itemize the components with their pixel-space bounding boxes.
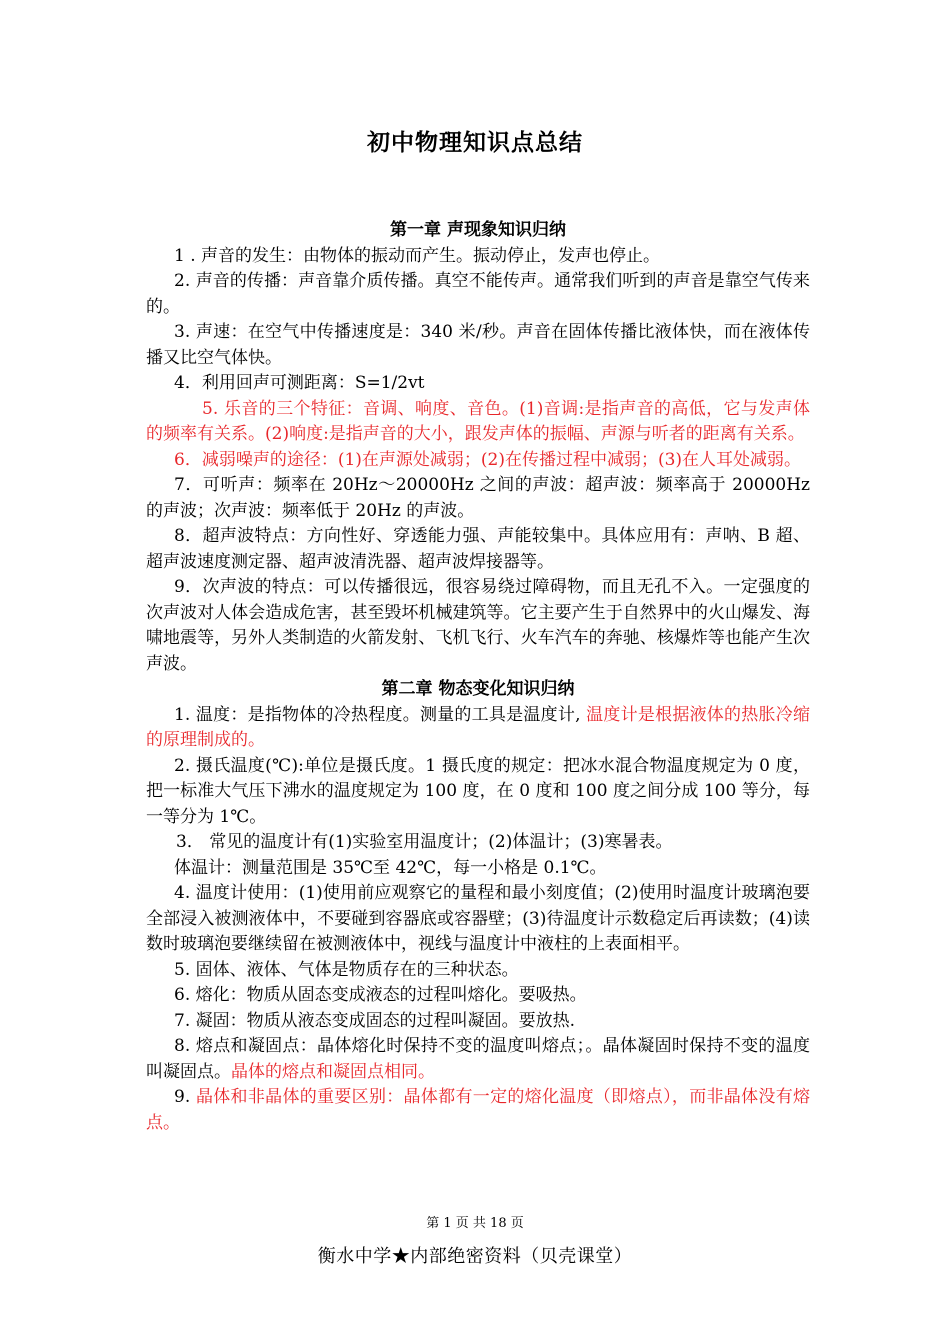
ch2-paragraph-6: 6. 熔化：物质从固态变成液态的过程叫熔化。要吸热。 [174, 985, 587, 1005]
ch2-p9-highlight: 晶体和非晶体的重要区别：晶体都有一定的熔化温度（即熔点），而非晶体没有熔点。 [146, 1087, 811, 1133]
ch1-paragraph-6: 6．减弱噪声的途径：(1)在声源处减弱；(2)在传播过程中减弱；(3)在人耳处减弱。 [174, 449, 802, 470]
ch2-paragraph-2: 2. 摄氏温度(℃):单位是摄氏度。1 摄氏度的规定：把冰水混合物温度规定为 0 度，把一标准大气压下沸水的温度规定为 100 度，在 0 度和 100 度之间分成 100 等分，每一等分为 1℃。 [146, 755, 810, 827]
ch1-paragraph-7: 7．可听声：频率在 20Hz～20000Hz 之间的声波：超声波：频率高于 20000Hz 的声波；次声波：频率低于 20Hz 的声波。 [146, 475, 810, 521]
ch2-paragraph-3b: 体温计：测量范围是 35℃至 42℃，每一小格是 0.1℃。 [174, 857, 607, 878]
ch2-p1-text: 1. 温度：是指物体的冷热程度。测量的工具是温度计, [174, 704, 587, 725]
ch2-p9-text: 9. [174, 1087, 196, 1107]
page-number: 第 1 页 共 18 页 [426, 1216, 524, 1231]
ch2-paragraph-7: 7. 凝固：物质从液态变成固态的过程叫凝固。要放热. [174, 1010, 576, 1031]
ch1-paragraph-1: 1 . 声音的发生：由物体的振动而产生。振动停止，发声也停止。 [174, 245, 661, 266]
ch2-paragraph-5: 5. 固体、液体、气体是物质存在的三种状态。 [174, 959, 519, 980]
ch1-paragraph-2: 2. 声音的传播：声音靠介质传播。真空不能传声。通常我们听到的声音是靠空气传来的。 [146, 271, 810, 317]
ch2-p8-text: 8. 熔点和凝固点：晶体熔化时保持不变的温度叫熔点；。晶体凝固时保持不变的温度叫凝固点。 [146, 1036, 810, 1082]
ch2-p1-highlight: 温度计是根据液体的热胀冷缩的原理制成的。 [146, 704, 810, 750]
ch1-paragraph-8: 8．超声波特点：方向性好、穿透能力强、声能较集中。具体应用有：声呐、B 超、超声波速度测定器、超声波清洗器、超声波焊接器等。 [146, 526, 810, 572]
ch2-p8-highlight: 晶体的熔点和凝固点相同。 [231, 1061, 435, 1082]
ch2-paragraph-8 [146, 1034, 810, 1085]
document-body [146, 218, 810, 1136]
ch1-paragraph-3: 3. 声速：在空气中传播速度是：340 米/秒。声音在固体传播比液体快，而在液体传播又比空气体快。 [146, 322, 810, 368]
ch1-paragraph-4: 4．利用回声可测距离：S=1/2vt [174, 373, 425, 393]
ch2-paragraph-3: 3． 常见的温度计有(1)实验室用温度计；(2)体温计；(3)寒暑表。 [176, 832, 673, 852]
page-footer: 衡水中学★内部绝密资料（贝壳课堂） [317, 1246, 633, 1267]
document-title: 初中物理知识点总结 [367, 129, 583, 156]
ch1-paragraph-9: 9．次声波的特点：可以传播很远，很容易绕过障碍物，而且无孔不入。一定强度的次声波对人体会造成危害，甚至毁坏机械建筑等。它主要产生于自然界中的火山爆发、海啸地震等，另外人类制造的火箭发射、飞机飞行、火车汽车的奔驰、核爆炸等也能产生次声波。 [146, 577, 810, 674]
ch1-paragraph-5: 5. 乐音的三个特征：音调、响度、音色。(1)音调:是指声音的高低，它与发声体的频率有关系。(2)响度:是指声音的大小，跟发声体的振幅、声源与听者的距离有关系。 [146, 398, 810, 444]
chapter-2-heading: 第二章 物态变化知识归纳 [381, 679, 575, 699]
ch2-paragraph-1 [146, 703, 810, 754]
ch2-paragraph-4: 4. 温度计使用：(1)使用前应观察它的量程和最小刻度值；(2)使用时温度计玻璃泡要全部浸入被测液体中，不要碰到容器底或容器壁；(3)待温度计示数稳定后再读数；(4)读数时玻璃泡要继续留在被测液体中，视线与温度计中液柱的上表面相平。 [146, 883, 810, 954]
chapter-1-heading: 第一章 声现象知识归纳 [390, 220, 566, 240]
ch2-paragraph-9 [146, 1085, 810, 1136]
